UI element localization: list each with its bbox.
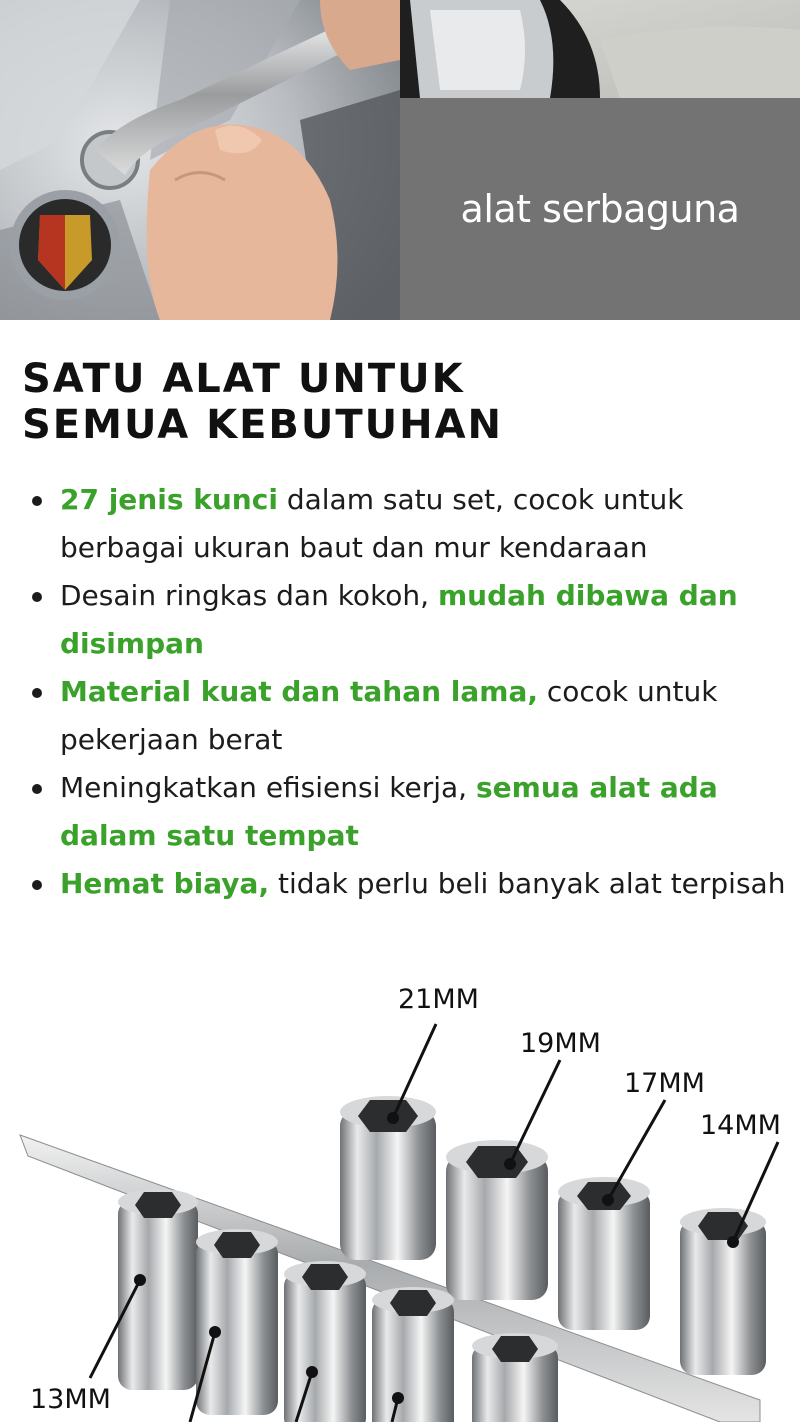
bullet-icon: [32, 496, 42, 506]
size-label-14mm: 14MM: [700, 1110, 781, 1141]
bullet-icon: [32, 784, 42, 794]
feature-item: [22, 572, 792, 668]
socket-set-illustration: [0, 960, 800, 1422]
socket-13mm: [118, 1189, 198, 1390]
feature-item: [22, 764, 792, 860]
socket-small-2: [284, 1261, 366, 1422]
hero-banner: [0, 0, 800, 320]
feature-highlight: mudah dibawa dan disimpan: [60, 579, 738, 660]
size-label-17mm: 17MM: [624, 1068, 705, 1099]
feature-item: [22, 476, 792, 572]
feature-highlight: semua alat ada dalam satu tempat: [60, 771, 718, 852]
feature-text: tidak perlu beli banyak alat terpisah: [269, 867, 786, 900]
feature-highlight: 27 jenis kunci: [60, 483, 278, 516]
hero-caption-box: [400, 98, 800, 320]
socket-small-4: [472, 1333, 558, 1422]
heading-line-2: SEMUA KEBUTUHAN: [22, 402, 504, 448]
bullet-icon: [32, 592, 42, 602]
feature-text: dalam satu set, cocok untuk berbagai ukuran baut dan mur kendaraan: [60, 483, 684, 564]
feature-item: [22, 860, 792, 908]
feature-text: Desain ringkas dan kokoh,: [60, 579, 438, 612]
bullet-icon: [32, 688, 42, 698]
socket-small-1: [196, 1229, 278, 1415]
product-image: [0, 960, 800, 1422]
size-label-21mm: 21MM: [398, 984, 479, 1015]
size-label-13mm: 13MM: [30, 1384, 111, 1415]
feature-text: Meningkatkan efisiensi kerja,: [60, 771, 476, 804]
feature-list: [22, 476, 792, 908]
socket-19mm: [446, 1140, 548, 1300]
feature-highlight: Material kuat dan tahan lama,: [60, 675, 538, 708]
hero-caption: alat serbaguna: [460, 187, 740, 231]
size-label-19mm: 19MM: [520, 1028, 601, 1059]
socket-14mm: [680, 1208, 766, 1375]
socket-small-3: [372, 1287, 454, 1422]
heading-line-1: SATU ALAT UNTUK: [22, 356, 465, 402]
section-heading: [22, 356, 782, 448]
bullet-icon: [32, 880, 42, 890]
feature-item: [22, 668, 792, 764]
feature-text: cocok untuk pekerjaan berat: [60, 675, 718, 756]
feature-highlight: Hemat biaya,: [60, 867, 270, 900]
